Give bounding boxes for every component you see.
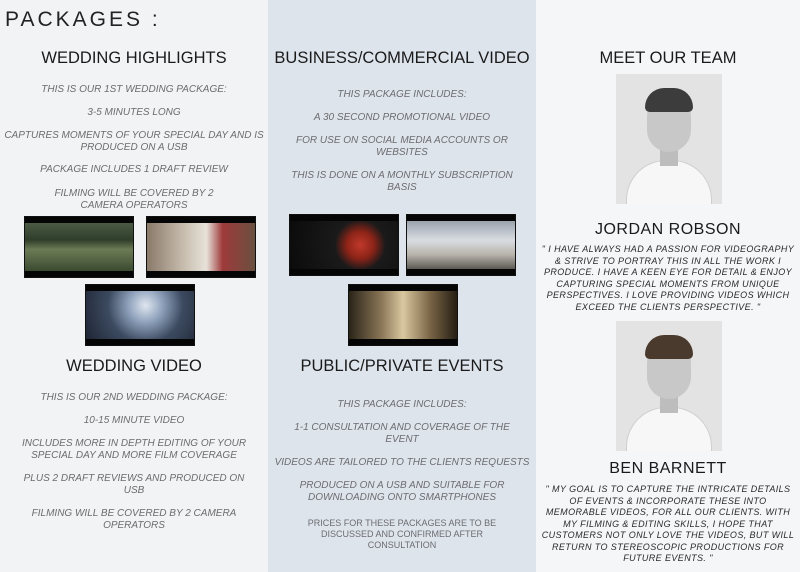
ev-item-1: THIS PACKAGE INCLUDES: [337,399,467,410]
ev-item-2: 1-1 CONSULTATION AND COVERAGE OF THE EVENT [294,422,510,445]
events-pricing-note: PRICES FOR THESE PACKAGES ARE TO BE DISCUSSED AND CONFIRMED AFTER CONSULTATION [307,518,497,550]
ben-barnett-bio: " MY GOAL IS TO CAPTURE THE INTRICATE DETAILS OF EVENTS & INCORPORATE THESE INTO MEMORABLE VIDEOS, FOR ALL OUR CLIENTS. WITH MY FILMING & EDITING SKILLS, I HOPE THAT CUSTOMERS NOT ONLY LOVE THE VIDEOS, BUT WILL RETURN TO STEREOSCOPIC PRODUCTIONS FOR FUTURE EVENTS. " [541,484,795,563]
ev-item-3: VIDEOS ARE TAILORED TO THE CLIENTS REQUESTS [274,457,530,468]
wedding-castle-thumbnail [24,216,134,278]
wh-item-4: PACKAGE INCLUDES 1 DRAFT REVIEW [40,164,228,175]
commercial-office-thumbnail [406,214,516,276]
jordan-robson-portrait [616,74,722,204]
wedding-couple-thumbnail [85,284,195,346]
wh-item-5: FILMING WILL BE COVERED BY 2 CAMERA OPERATORS [54,188,214,211]
wh-item-2: 3-5 MINUTES LONG [87,107,181,118]
wh-item-3: CAPTURES MOMENTS OF YOUR SPECIAL DAY AND IS PRODUCED ON A USB [4,130,264,153]
bv-item-2: A 30 SECOND PROMOTIONAL VIDEO [313,112,491,123]
wv-item-3: INCLUDES MORE IN DEPTH EDITING OF YOUR SPECIAL DAY AND MORE FILM COVERAGE [21,438,247,461]
team-title: MEET OUR TEAM [599,49,737,67]
page-heading: PACKAGES : [5,8,161,31]
wv-item-2: 10-15 MINUTE VIDEO [83,415,185,426]
wedding-bouquet-thumbnail [146,216,256,278]
events-title: PUBLIC/PRIVATE EVENTS [300,357,504,375]
ev-item-4: PRODUCED ON A USB AND SUITABLE FOR DOWNLOADING ONTO SMARTPHONES [299,480,505,503]
commercial-emblem-thumbnail [289,214,399,276]
wedding-highlights-title: WEDDING HIGHLIGHTS [41,49,227,67]
wedding-video-title: WEDDING VIDEO [66,357,202,375]
bv-item-1: THIS PACKAGE INCLUDES: [337,89,467,100]
business-video-title: BUSINESS/COMMERCIAL VIDEO [274,49,530,67]
bv-item-4: THIS IS DONE ON A MONTHLY SUBSCRIPTION BASIS [291,170,513,193]
bv-item-3: FOR USE ON SOCIAL MEDIA ACCOUNTS OR WEBSITES [296,135,508,158]
wv-item-5: FILMING WILL BE COVERED BY 2 CAMERA OPERATORS [31,508,237,531]
commercial-glassware-thumbnail [348,284,458,346]
jordan-robson-bio: " I HAVE ALWAYS HAD A PASSION FOR VIDEOGRAPHY & STRIVE TO PORTRAY THIS IN ALL THE WORK I PRODUCE. I HAVE A KEEN EYE FOR DETAIL & ENJOY CAPTURING SPECIAL MOMENTS FROM UNIQUE PERSPECTIVES. I LOVE PROVIDING VIDEOS WHICH EXCEED THE CLIENTS PERSPECTIVE. " [541,244,795,312]
wv-item-1: THIS IS OUR 2ND WEDDING PACKAGE: [40,392,228,403]
wv-item-4: PLUS 2 DRAFT REVIEWS AND PRODUCED ON USB [23,473,245,496]
ben-barnett-name: BEN BARNETT [609,460,727,477]
wh-item-1: THIS IS OUR 1ST WEDDING PACKAGE: [41,84,227,95]
jordan-robson-name: JORDAN ROBSON [594,221,742,238]
ben-barnett-portrait [616,321,722,451]
